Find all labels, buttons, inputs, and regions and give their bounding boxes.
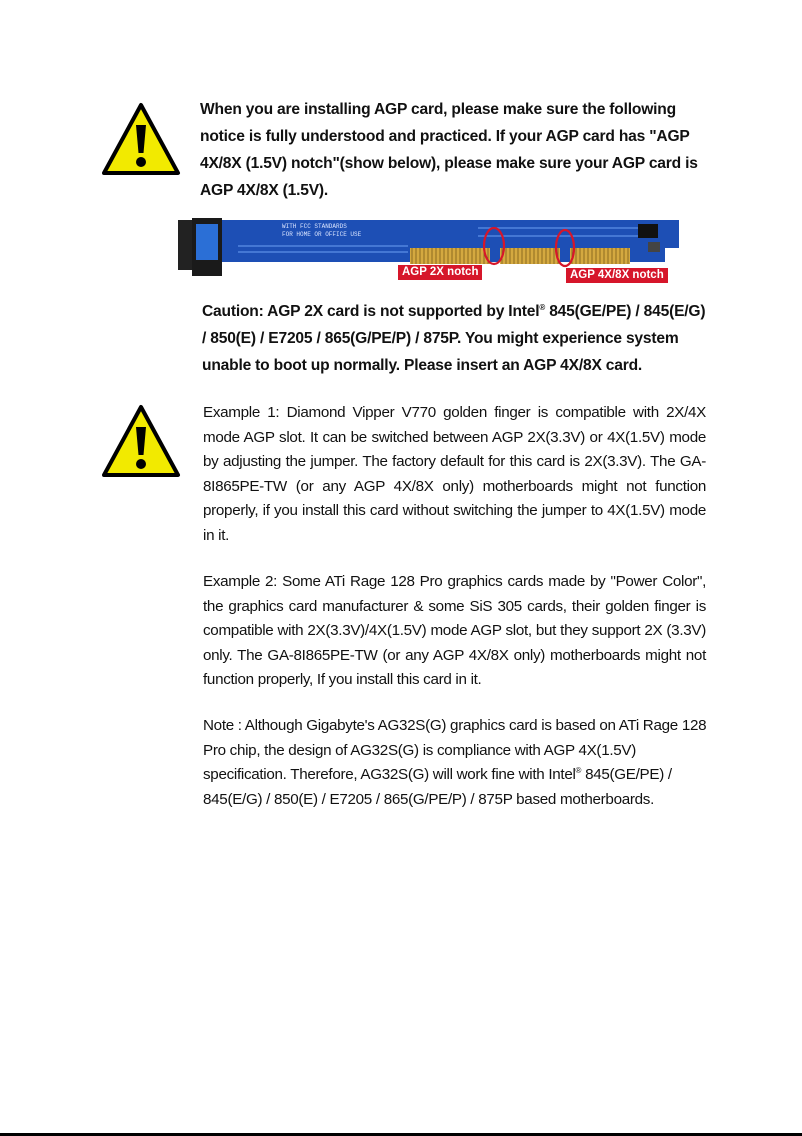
registered-mark: ®: [575, 766, 582, 776]
agp-2x-notch-label: AGP 2X notch: [398, 265, 482, 280]
agp-notice-text: When you are installing AGP card, please make sure the following notice is fully understood and practiced. If your AGP card has "AGP 4X/8X (1.5V) notch"(show below), please make sure your AGP card is AGP 4X/8X (1.5V).: [200, 101, 698, 199]
example-1-text: Example 1: Diamond Vipper V770 golden finger is compatible with 2X/4X mode AGP slot. It can be switched between AGP 2X(3.3V) or 4X(1.5V) mode by adjusting the jumper. The factory default for this card is 2X(3.3V). The GA-8I865PE-TW (or any AGP 4X/8X only) motherboards might not function properly, if you install this card without switching the jumper to 4X(1.5V) mode in it.: [203, 404, 706, 544]
agp-4x-notch-label: AGP 4X/8X notch: [566, 268, 668, 283]
warning-triangle-icon: [100, 101, 182, 177]
registered-mark: ®: [539, 302, 546, 312]
silkscreen-line-1: WITH FCC STANDARDS: [282, 223, 347, 230]
note-text: Note : Although Gigabyte's AG32S(G) graphics card is based on ATi Rage 128 Pro chip, the design of AG32S(G) is compliance with AGP 4X(1.5V) specification. Therefore, AG32S(G) will work fine with Intel® 845(GE/PE) / 845(E/G) / 850(E) / E7205 / 865(G/PE/P) / 875P based motherboards.: [203, 717, 707, 808]
caution-text: Caution: AGP 2X card is not supported by Intel® 845(GE/PE) / 845(E/G) / 850(E) / E7205 / 865(G/PE/P) / 875P. You might experience system unable to boot up normally. Please insert an AGP 4X/8X card.: [202, 302, 706, 374]
example-2-text: Example 2: Some ATi Rage 128 Pro graphics cards made by "Power Color", the graphics card manufacturer & some SiS 305 cards, their golden finger is compatible with 2X(3.3V)/4X(1.5V) mode AGP slot, but they support 2X (3.3V) only. The GA-8I865PE-TW (or any AGP 4X/8X only) motherboards might not function properly, If you install this card in it.: [203, 573, 706, 689]
silkscreen-line-2: FOR HOME OR OFFICE USE: [282, 231, 362, 238]
warning-triangle-icon: [100, 403, 182, 479]
